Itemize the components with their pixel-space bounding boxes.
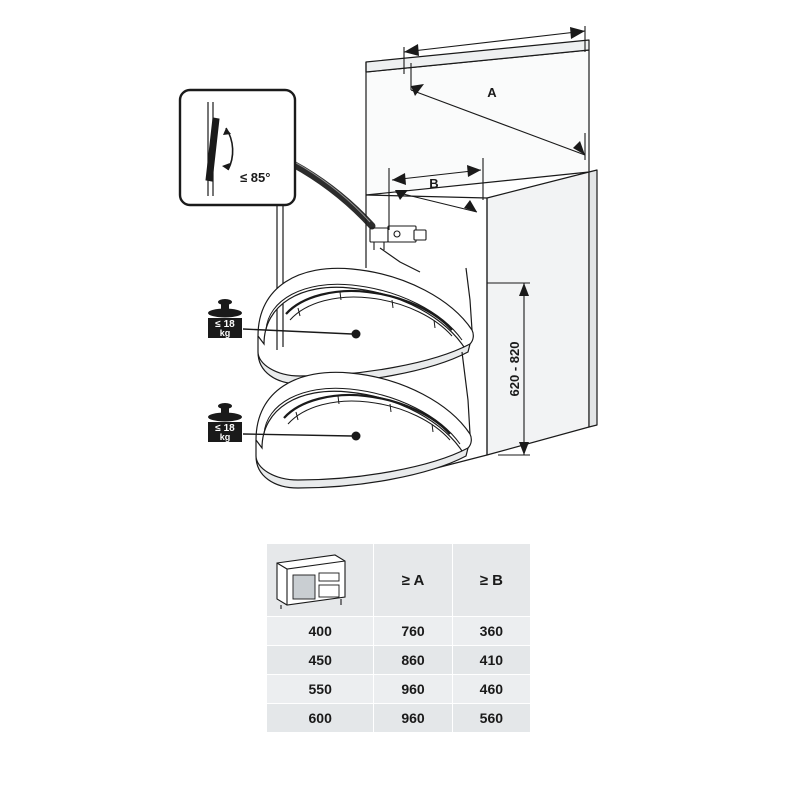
weight-top-unit: kg xyxy=(219,328,231,338)
angle-detail-callout xyxy=(180,90,295,205)
cell-a: 860 xyxy=(374,646,452,675)
cabinet-right-side-panel xyxy=(487,172,589,455)
specification-table xyxy=(266,543,531,733)
column-header-a: ≥ A xyxy=(374,544,452,617)
cell-a: 960 xyxy=(374,704,452,733)
dimension-a-label: A xyxy=(487,85,497,100)
cell-b: 360 xyxy=(452,617,530,646)
cabinet-icon-cell xyxy=(267,544,374,617)
cabinet-opening-frame xyxy=(366,195,487,198)
weight-bottom-unit: kg xyxy=(219,432,231,442)
cabinet-top-panel xyxy=(366,50,589,195)
cell-width: 450 xyxy=(267,646,374,675)
cell-b: 410 xyxy=(452,646,530,675)
table-row xyxy=(267,675,531,704)
cell-b: 560 xyxy=(452,704,530,733)
weight-badge-bottom xyxy=(208,403,361,442)
cell-width: 400 xyxy=(267,617,374,646)
cell-a: 760 xyxy=(374,617,452,646)
table-body xyxy=(267,617,531,733)
table-row xyxy=(267,704,531,733)
angle-label: ≤ 85° xyxy=(240,170,271,185)
cell-b: 460 xyxy=(452,675,530,704)
cabinet-icon xyxy=(267,549,353,611)
weight-top-value: ≤ 18 xyxy=(215,319,235,330)
weight-badge-top xyxy=(208,299,361,339)
weight-bottom-value: ≤ 18 xyxy=(215,423,235,434)
cabinet-right-panel-edge xyxy=(589,170,597,427)
dimension-height-label: 620 - 820 xyxy=(507,341,522,397)
hinge-mechanism xyxy=(370,226,426,250)
upper-corner-shelf xyxy=(258,248,473,384)
cell-a: 960 xyxy=(374,675,452,704)
column-header-b: ≥ B xyxy=(452,544,530,617)
table-row xyxy=(267,617,531,646)
cell-width: 600 xyxy=(267,704,374,733)
table-row xyxy=(267,646,531,675)
cell-width: 550 xyxy=(267,675,374,704)
dimension-b-label: B xyxy=(429,176,439,191)
table-header-row xyxy=(267,544,531,617)
